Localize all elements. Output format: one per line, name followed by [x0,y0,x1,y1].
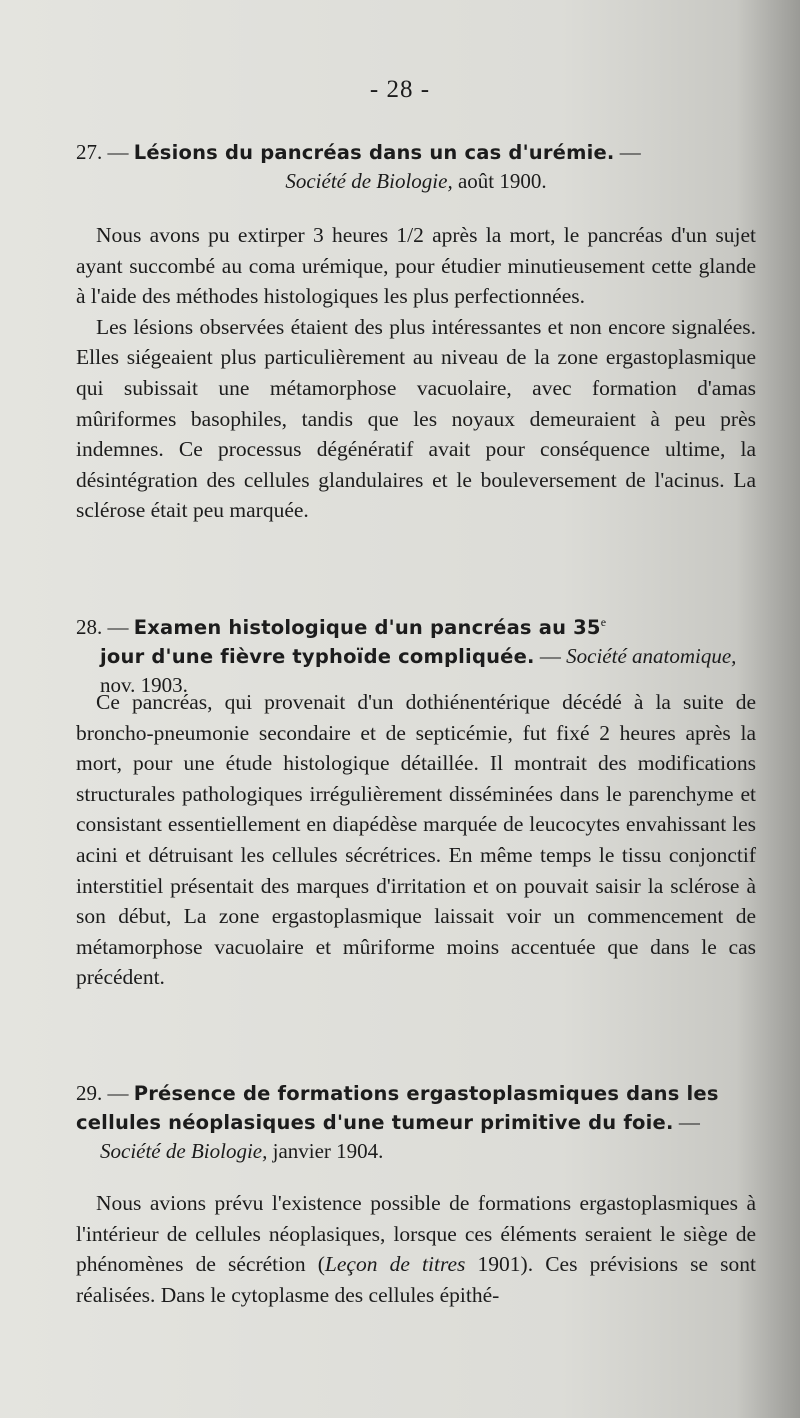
paragraph [76,1188,756,1310]
entry-title-part: jour d'une fièvre typhoïde compliquée. [100,645,535,668]
paragraph: Ce pancréas, qui provenait d'un dothiénentérique décédé à la suite de broncho-pneumonie secondaire et de septicémie, fut fixé 2 heures après la mort, pour une étude histologique détaillée. Il montrait des modifications structurales pathologiques irrégulièrement disséminées dans le parenchyme et consistant essentiellement en diapédèse marquée de leucocytes envahissant les acini et détruisant les cellules sécrétrices. En même temps le tissu conjonctif interstitiel présentait des marques d'irritation et on pouvait saisir la sclérose à son début, La zone ergastoplasmique laissait voir un commencement de métamorphose vacuolaire et mûriforme moins accentuée que dans le cas précédent. [76,690,756,990]
italic-title: Leçon de titres [324,1252,466,1277]
dash: — [107,140,129,164]
dash: — [619,140,641,164]
entry-27-heading [76,138,756,196]
entry-27-body [76,220,756,526]
entry-29-body [76,1188,756,1310]
entry-number: 27. [76,140,103,164]
dash: — [678,1110,700,1134]
source-date: nov. 1903. [100,673,188,697]
source-date: août 1900. [457,169,547,193]
dash: — [107,615,129,639]
paragraph-text: 1901). Ces prévisions se sont réalisées. Dans le cytoplasme des cellules épithé- [76,1252,756,1307]
source-journal: Société de Biologie, [285,169,453,193]
source-journal: Société anatomique, [566,644,737,668]
entry-title-part: Examen histologique d'un pancréas au 35 [133,616,601,639]
page-number: - 28 - [369,76,431,103]
paragraph-text: Nous avions prévu l'existence possible de formations ergastoplasmiques à l'intérieur de cellules néoplasiques, lorsque ces éléments seraient le siège de phénomènes de sécrétion ( [76,1191,756,1277]
dash: — [107,1081,129,1105]
source-journal: Société de Biologie, [100,1139,268,1163]
entry-number: 28. [76,615,103,639]
paragraph: Les lésions observées étaient des plus intéressantes et non encore signalées. Elles siégeaient plus particulièrement au niveau de la zone ergastoplasmique qui subissait une métamorphose vacuolaire, avec formation d'amas mûriformes basophiles, tandis que les noyaux demeuraient à peu près indemnes. Ce processus dégénératif avait pour conséquence ultime, la désintégration des cellules glandulaires et le bouleversement de l'acinus. La sclérose était peu marquée. [76,314,756,523]
paragraph: Nous avons pu extirper 3 heures 1/2 après la mort, le pancréas d'un sujet ayant succombé au coma urémique, pour étudier minutieusement cette glande à l'aide des méthodes histologiques les plus perfectionnées. [76,223,756,309]
entry-title: Lésions du pancréas dans un cas d'urémie. [133,141,615,164]
entry-29-heading [76,1079,756,1166]
entry-28-body [76,687,756,993]
entry-number: 29. [76,1081,103,1105]
superscript: e [600,615,607,629]
entry-title: Présence de formations ergastoplasmiques dans les cellules néoplasiques d'une tumeur primitive du foie. [76,1082,719,1134]
source-date: janvier 1904. [272,1139,384,1163]
dash: — [539,644,561,668]
